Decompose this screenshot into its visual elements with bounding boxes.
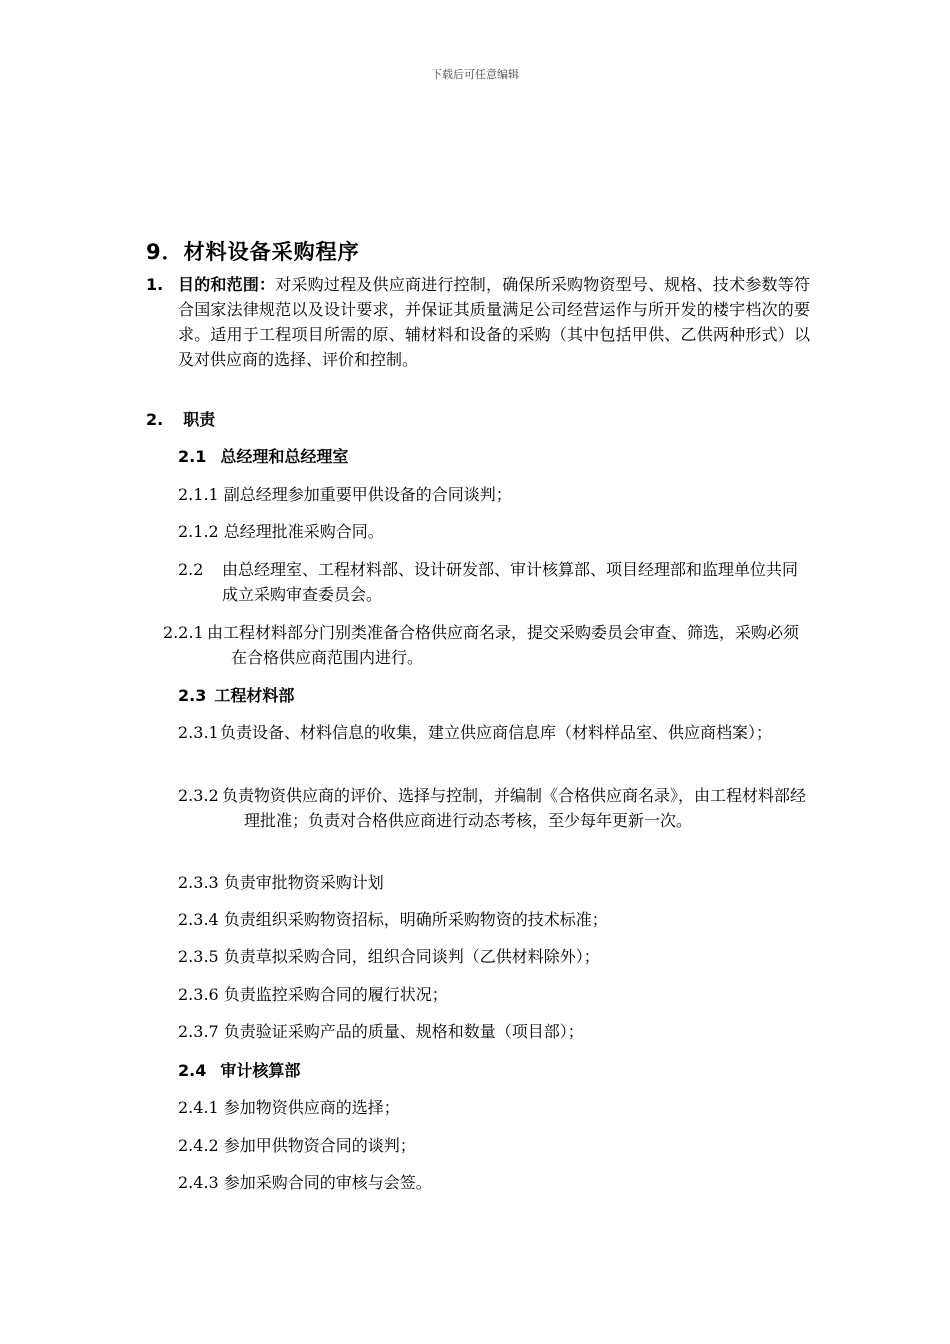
clause-item: 2.3.3 负责审批物资采购计划 bbox=[178, 873, 384, 892]
clause-item: 2.4.3 参加采购合同的审核与会签。 bbox=[178, 1173, 432, 1192]
clause-item: 2.3.7 负责验证采购产品的质量、规格和数量（项目部）； bbox=[178, 1022, 584, 1041]
clause-text: 由工程材料部分门别类准备合格供应商名录，提交采购委员会审查、筛选，采购必须在合格供应商范围内进行。 bbox=[207, 623, 800, 667]
clause-text: 负责设备、材料信息的收集，建立供应商信息库（材料样品室、供应商档案）； bbox=[220, 723, 773, 742]
clause-item: 2.3.6 负责监控采购合同的履行状况； bbox=[178, 985, 448, 1004]
subsection-number: 2.3 bbox=[178, 686, 207, 705]
subsection-label: 工程材料部 bbox=[214, 686, 295, 705]
section-label: 职责 bbox=[183, 410, 216, 429]
subsection-heading bbox=[178, 683, 294, 708]
section-label: 目的和范围： bbox=[178, 275, 276, 294]
section-number: 1. bbox=[146, 275, 164, 294]
subsection-heading bbox=[178, 444, 348, 469]
clause-item bbox=[178, 720, 810, 745]
clause-text: 由总经理室、工程材料部、设计研发部、审计核算部、项目经理部和监理单位共同成立采购审查委员会。 bbox=[222, 560, 799, 604]
clause-item: 2.1.1 副总经理参加重要甲供设备的合同谈判； bbox=[178, 485, 512, 504]
subsection-number: 2.1 bbox=[178, 447, 207, 466]
section-rest-text: 技术参数等符合国家法律规范以及设计要求，并保证其质量满足公司经营运作与所开发的楼宇档次的要求。适用于工程项目所需的原、辅材料和设备的采购（其中包括甲供、乙供两种形式）以及对供应商的选择、评价和控制。 bbox=[178, 275, 810, 369]
section-purpose-text bbox=[178, 272, 810, 372]
subsection-number: 2.4 bbox=[178, 1061, 207, 1080]
clause-item bbox=[163, 620, 810, 670]
clause-number: 2.2 bbox=[178, 560, 204, 579]
subsection-label: 审计核算部 bbox=[220, 1061, 301, 1080]
clause-item: 2.4.1 参加物资供应商的选择； bbox=[178, 1098, 400, 1117]
clause-item: 2.3.4 负责组织采购物资招标，明确所采购物资的技术标准； bbox=[178, 910, 608, 929]
section-responsibilities-heading bbox=[146, 407, 215, 432]
clause-item: 2.1.2 总经理批准采购合同。 bbox=[178, 522, 384, 541]
clause-number: 2.2.1 bbox=[163, 623, 204, 642]
clause-item: 2.3.5 负责草拟采购合同，组织合同谈判（乙供材料除外）； bbox=[178, 947, 600, 966]
section-number: 2. bbox=[146, 410, 164, 429]
page-header: 下载后可任意编辑 bbox=[431, 68, 519, 81]
clause-item: 2.4.2 参加甲供物资合同的谈判； bbox=[178, 1136, 416, 1155]
section-first-line: 对采购过程及供应商进行控制，确保所采购物资型号、规格、 bbox=[275, 275, 713, 294]
clause-item bbox=[178, 783, 810, 833]
clause-text: 负责物资供应商的评价、选择与控制，并编制《合格供应商名录》，由工程材料部经理批准；负责对合格供应商进行动态考核，至少每年更新一次。 bbox=[222, 786, 807, 830]
subsection-heading bbox=[178, 1058, 300, 1083]
clause-number: 2.3.1 bbox=[178, 723, 219, 742]
clause-number: 2.3.2 bbox=[178, 786, 219, 805]
section-purpose-scope bbox=[146, 272, 810, 372]
document-title: 9．材料设备采购程序 bbox=[146, 240, 360, 264]
subsection-label: 总经理和总经理室 bbox=[220, 447, 349, 466]
clause-item bbox=[178, 557, 810, 607]
